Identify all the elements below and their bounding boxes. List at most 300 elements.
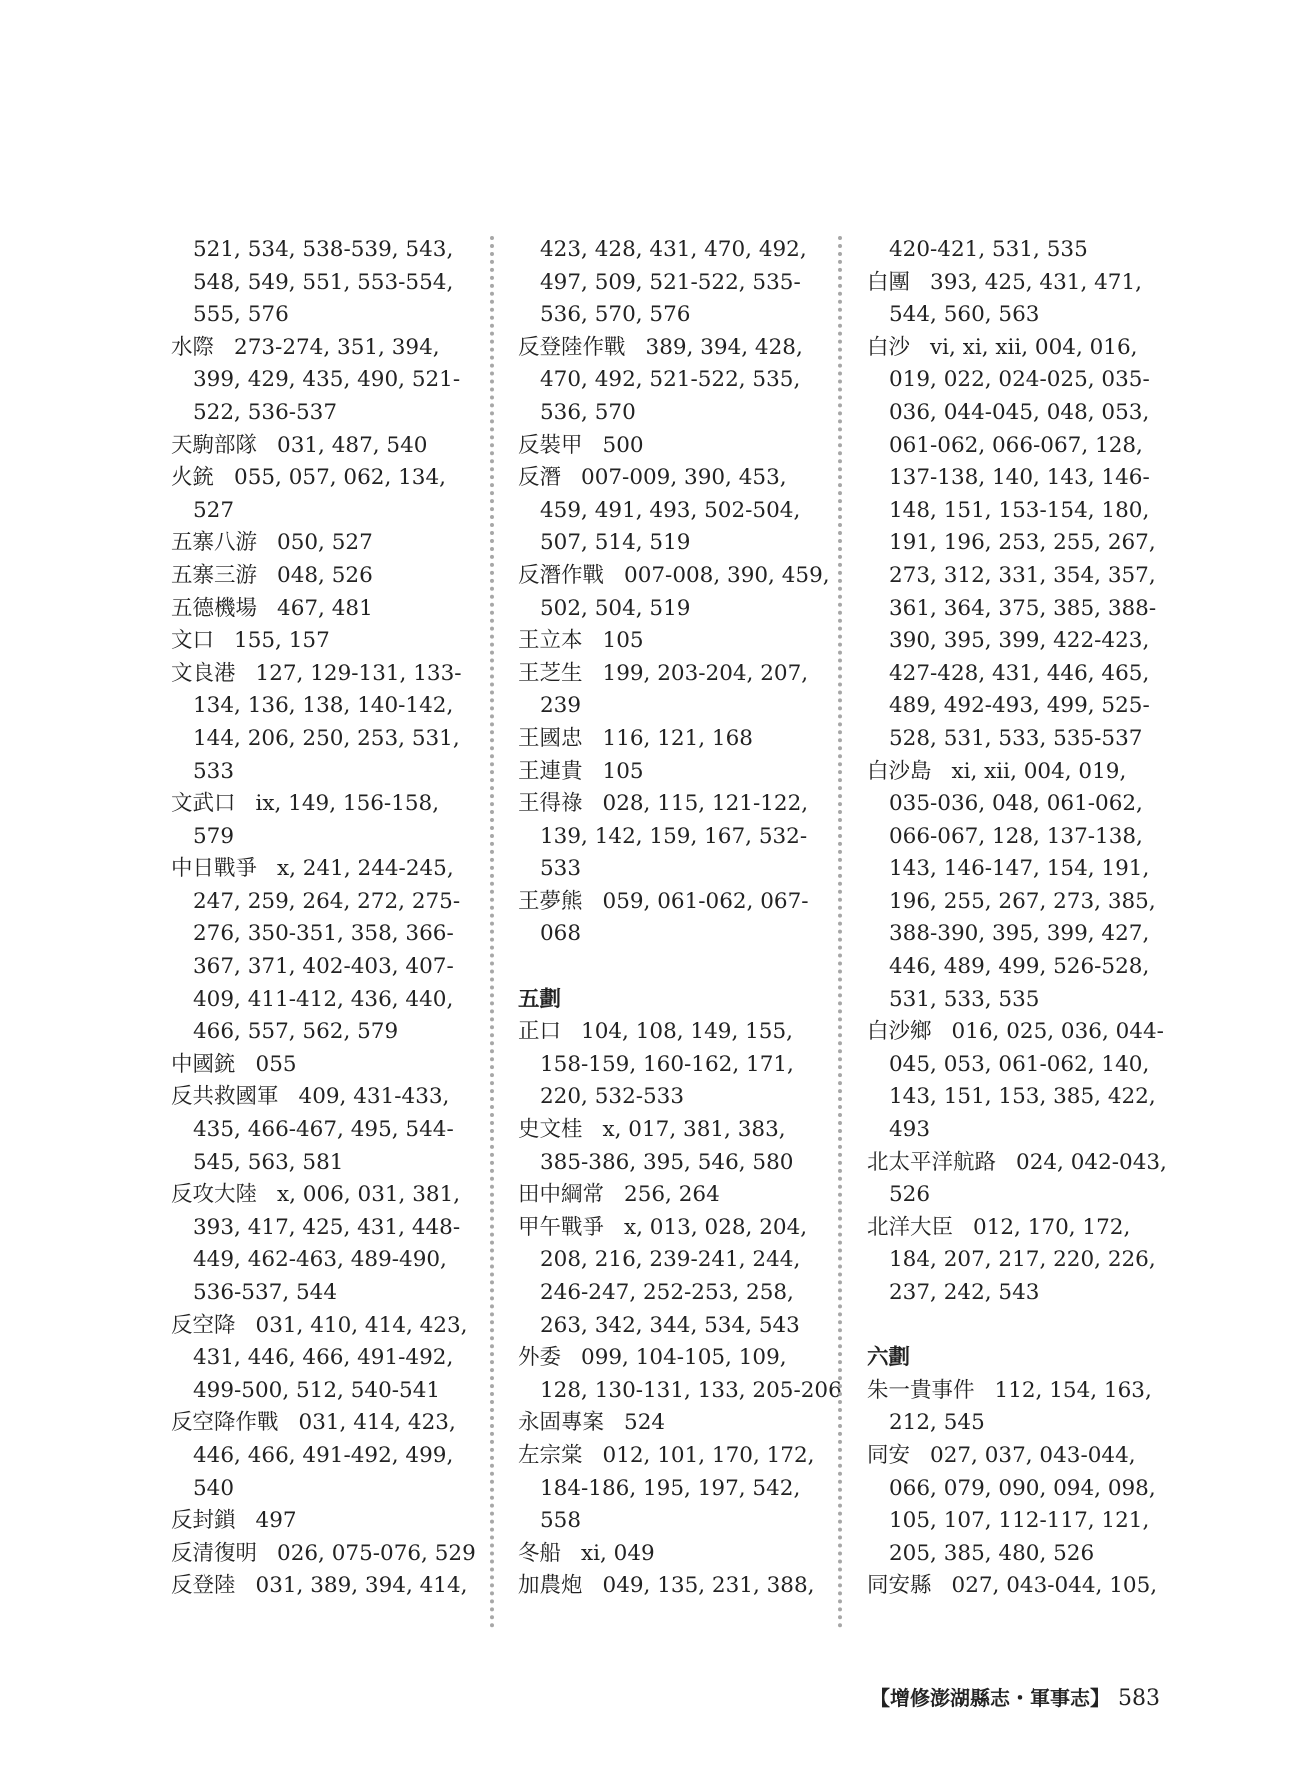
- index-entry-line: [867, 560, 1167, 593]
- index-entry-line: [867, 918, 1167, 951]
- index-term: 王國忠: [518, 725, 583, 751]
- page-references: 127, 129-131, 133-: [255, 660, 462, 686]
- page-references: 467, 481: [277, 595, 373, 621]
- index-term: 白團: [867, 269, 911, 295]
- page-number: 583: [1118, 1686, 1160, 1711]
- index-entry-line: [867, 1277, 1167, 1310]
- index-entry: [171, 853, 486, 1049]
- page-references: 031, 487, 540: [277, 432, 428, 458]
- page-references: 423, 428, 431, 470, 492,: [540, 237, 807, 262]
- index-entry-line: [867, 1570, 1167, 1603]
- section-heading: 六劃: [867, 1345, 911, 1371]
- page-references: xi, 049: [581, 1540, 655, 1566]
- index-entry: [518, 886, 823, 951]
- index-term: 甲午戰爭: [518, 1214, 605, 1240]
- index-entry-line: [867, 1244, 1167, 1277]
- index-entry-line: [171, 1407, 486, 1440]
- index-entry: [171, 527, 486, 560]
- index-entry-line: [518, 690, 823, 723]
- page-references: 536, 570, 576: [540, 302, 691, 328]
- index-column-3: [867, 234, 1167, 1603]
- index-entry: [518, 723, 823, 756]
- page-references: 116, 121, 168: [602, 725, 753, 751]
- index-entry-line: [867, 1147, 1167, 1180]
- index-entry-line: [867, 1114, 1167, 1147]
- index-entry: [171, 1179, 486, 1309]
- index-entry-line: [518, 821, 823, 854]
- index-entry-line: [171, 951, 486, 984]
- page-references: 497, 509, 521-522, 535-: [540, 269, 801, 295]
- index-entry-line: [867, 1473, 1167, 1506]
- index-entry: [518, 1538, 823, 1571]
- index-term: 反共救國軍: [171, 1084, 279, 1110]
- index-entry: [867, 1212, 1167, 1310]
- index-entry-line: [171, 723, 486, 756]
- page-references: 035-036, 048, 061-062,: [889, 791, 1143, 817]
- index-term: 王立本: [518, 628, 583, 654]
- index-entry: [171, 1081, 486, 1179]
- page-references: 555, 576: [193, 302, 289, 328]
- index-entry: [518, 1342, 842, 1407]
- page-references: 048, 526: [277, 562, 373, 588]
- page-references: 435, 466-467, 495, 544-: [193, 1117, 454, 1143]
- index-entry: [171, 332, 486, 430]
- index-entry: [171, 1570, 486, 1603]
- index-entry: [171, 1538, 486, 1571]
- index-term: 五寨三游: [171, 562, 258, 588]
- page-references: 137-138, 140, 143, 146-: [889, 465, 1150, 491]
- index-entry-line: [518, 397, 823, 430]
- index-entry-line: [518, 267, 823, 300]
- index-entry-line: [171, 1538, 486, 1571]
- book-title: 【增修澎湖縣志・軍事志】: [870, 1686, 1110, 1710]
- index-entry-line: [171, 1310, 486, 1343]
- index-entry-line: [518, 364, 823, 397]
- index-entry-line: [867, 821, 1167, 854]
- page-references: 273-274, 351, 394,: [234, 334, 440, 360]
- page-references: 105, 107, 112-117, 121,: [889, 1508, 1150, 1534]
- page-references: 500: [602, 432, 644, 458]
- index-entry-line: [518, 853, 823, 886]
- index-entry: [867, 332, 1167, 756]
- index-entry: [518, 1570, 823, 1603]
- index-entry-line: [518, 1081, 823, 1114]
- index-entry: [171, 1310, 486, 1408]
- page-references: 139, 142, 159, 167, 532-: [540, 823, 808, 849]
- page-references: 050, 527: [277, 530, 373, 556]
- index-term: 反登陸: [171, 1573, 236, 1599]
- index-entry-line: [867, 1440, 1167, 1473]
- index-entry: [518, 1440, 823, 1538]
- index-entry-line: [171, 1049, 486, 1082]
- page-references: 449, 462-463, 489-490,: [193, 1247, 447, 1273]
- page-references: 526: [889, 1182, 931, 1208]
- index-entry: [867, 1016, 1167, 1146]
- page-references: 028, 115, 121-122,: [602, 791, 809, 817]
- page-references: 031, 414, 423,: [298, 1410, 456, 1436]
- index-term: 白沙: [867, 334, 911, 360]
- index-term: 王連貴: [518, 758, 583, 784]
- index-entry-line: [171, 332, 486, 365]
- index-entry-line: [867, 299, 1167, 332]
- index-entry: [171, 462, 486, 527]
- page-references: x, 006, 031, 381,: [277, 1182, 461, 1208]
- index-entry: [518, 560, 830, 625]
- page-references: 522, 536-537: [193, 399, 338, 425]
- page-references: 007-009, 390, 453,: [581, 465, 787, 491]
- index-term: 天駒部隊: [171, 432, 258, 458]
- index-term: 加農炮: [518, 1573, 583, 1599]
- page-references: 143, 146-147, 154, 191,: [889, 856, 1150, 882]
- page-references: xi, xii, 004, 019,: [951, 758, 1127, 784]
- page-references: 399, 429, 435, 490, 521-: [193, 367, 461, 393]
- index-entry-line: [518, 756, 823, 789]
- page-references: 536, 570: [540, 399, 636, 425]
- page-references: 191, 196, 253, 255, 267,: [889, 530, 1156, 556]
- page-references: 144, 206, 250, 253, 531,: [193, 725, 460, 751]
- index-entry-line: [867, 593, 1167, 626]
- page-references: 112, 154, 163,: [994, 1377, 1152, 1403]
- page-references: 507, 514, 519: [540, 530, 691, 556]
- page-references: 527: [193, 497, 235, 523]
- page-references: 502, 504, 519: [540, 595, 691, 621]
- index-entry-line: [518, 234, 823, 267]
- index-entry-line: [518, 1244, 823, 1277]
- page-references: 220, 532-533: [540, 1084, 685, 1110]
- page-references: 497: [255, 1508, 297, 1534]
- index-entry: [518, 1016, 823, 1114]
- page-references: 533: [540, 856, 582, 882]
- index-entry-line: [867, 788, 1167, 821]
- index-entry: [518, 1114, 823, 1179]
- index-entry-line: [867, 1179, 1167, 1212]
- page-references: 247, 259, 264, 272, 275-: [193, 888, 461, 914]
- index-entry: [867, 1440, 1167, 1570]
- index-term: 王得祿: [518, 791, 583, 817]
- index-entry-line: [518, 918, 823, 951]
- index-entry-line: [867, 462, 1167, 495]
- section-heading: 五劃: [518, 986, 562, 1012]
- index-entry-line: [171, 788, 486, 821]
- page-references: 246-247, 252-253, 258,: [540, 1280, 794, 1305]
- page-references: 208, 216, 239-241, 244,: [540, 1247, 801, 1273]
- index-entry-line: [518, 1375, 842, 1408]
- index-entry: [518, 1179, 823, 1212]
- page-references: 385-386, 395, 546, 580: [540, 1149, 794, 1175]
- index-entry-line: [867, 853, 1167, 886]
- index-entry-line: [867, 951, 1167, 984]
- page-references: 393, 417, 425, 431, 448-: [193, 1214, 461, 1240]
- index-entry-line: [518, 1505, 823, 1538]
- index-term: 文良港: [171, 660, 236, 686]
- index-term: 王芝生: [518, 660, 583, 686]
- page-references: 540: [193, 1475, 235, 1501]
- index-term: 白沙島: [867, 758, 932, 784]
- index-entry-line: [518, 1538, 823, 1571]
- page-references: 104, 108, 149, 155,: [581, 1019, 794, 1045]
- index-entry: [867, 1570, 1167, 1603]
- index-entry: [171, 658, 486, 788]
- page-references: 427-428, 431, 446, 465,: [889, 660, 1150, 686]
- index-term: 白沙鄉: [867, 1019, 932, 1045]
- index-entry-line: [518, 1179, 823, 1212]
- page-references: 389, 394, 428,: [645, 334, 803, 360]
- page-references: 066, 079, 090, 094, 098,: [889, 1475, 1156, 1501]
- index-term: 反潛: [518, 465, 562, 491]
- index-term: 五寨八游: [171, 530, 258, 556]
- page-references: 158-159, 160-162, 171,: [540, 1051, 794, 1077]
- page-references: 263, 342, 344, 534, 543: [540, 1312, 800, 1338]
- index-entry-line: [171, 397, 486, 430]
- index-entry: [171, 625, 486, 658]
- page-references: 199, 203-204, 207,: [602, 660, 809, 686]
- index-term: 外委: [518, 1345, 562, 1371]
- index-entry-line: [867, 690, 1167, 723]
- index-entry-line: [171, 527, 486, 560]
- index-entry-line: [171, 364, 486, 397]
- index-column-1: [171, 234, 486, 1603]
- page-references: 205, 385, 480, 526: [889, 1540, 1095, 1566]
- index-entry-line: [171, 430, 486, 463]
- page-references: 143, 151, 153, 385, 422,: [889, 1084, 1156, 1110]
- page-references: 155, 157: [234, 628, 330, 654]
- index-entry-line: [867, 234, 1167, 267]
- index-entry-line: [171, 1212, 486, 1245]
- index-entry-continued: [518, 234, 823, 332]
- page-references: 409, 431-433,: [298, 1084, 450, 1110]
- index-entry-line: [867, 1081, 1167, 1114]
- page-references: 134, 136, 138, 140-142,: [193, 693, 454, 719]
- index-entry-line: [518, 1212, 823, 1245]
- index-entry-line: [867, 1538, 1167, 1571]
- index-term: 同安縣: [867, 1573, 932, 1599]
- index-entry-line: [171, 1473, 486, 1506]
- index-term: 北洋大臣: [867, 1214, 954, 1240]
- index-entry-line: [171, 1277, 486, 1310]
- index-entry-line: [867, 430, 1167, 463]
- index-entry-line: [518, 886, 823, 919]
- page-references: 276, 350-351, 358, 366-: [193, 921, 454, 947]
- index-term: 反裝甲: [518, 432, 583, 458]
- index-entry-line: [171, 821, 486, 854]
- index-entry-line: [867, 1505, 1167, 1538]
- page-references: 012, 101, 170, 172,: [602, 1442, 815, 1468]
- page-references: 036, 044-045, 048, 053,: [889, 399, 1150, 425]
- index-entry-line: [171, 1114, 486, 1147]
- page-references: 536-537, 544: [193, 1280, 338, 1305]
- index-entry-line: [171, 625, 486, 658]
- index-entry-line: [867, 332, 1167, 365]
- index-entry-line: [171, 756, 486, 789]
- index-entry: [518, 332, 823, 430]
- index-entry-line: [518, 1310, 823, 1343]
- index-term: 反封鎖: [171, 1508, 236, 1534]
- index-entry-line: [518, 1114, 823, 1147]
- index-entry: [867, 267, 1167, 332]
- page-references: 528, 531, 533, 535-537: [889, 725, 1143, 751]
- page-references: 446, 489, 499, 526-528,: [889, 954, 1150, 980]
- page-references: 579: [193, 823, 235, 849]
- index-entry: [171, 593, 486, 626]
- index-entry-line: [171, 918, 486, 951]
- page-references: 367, 371, 402-403, 407-: [193, 954, 454, 980]
- index-entry-line: [518, 1407, 823, 1440]
- page-references: 027, 037, 043-044,: [930, 1442, 1136, 1468]
- index-term: 反清復明: [171, 1540, 258, 1566]
- index-entry-line: [867, 1375, 1167, 1408]
- index-term: 永固專案: [518, 1410, 605, 1436]
- page-references: 237, 242, 543: [889, 1280, 1040, 1305]
- page-references: 499-500, 512, 540-541: [193, 1377, 441, 1403]
- page-references: 493: [889, 1117, 931, 1143]
- page-references: 049, 135, 231, 388,: [602, 1573, 815, 1599]
- index-term: 反攻大陸: [171, 1182, 258, 1208]
- index-entry-line: [171, 984, 486, 1017]
- page-references: x, 241, 244-245,: [277, 856, 454, 882]
- index-entry: [518, 756, 823, 789]
- index-term: 文口: [171, 628, 215, 654]
- index-entry: [518, 788, 823, 886]
- index-term: 左宗棠: [518, 1442, 583, 1468]
- page-footer: [870, 1682, 1170, 1711]
- index-entry-line: [867, 1212, 1167, 1245]
- index-entry-line: [518, 1277, 823, 1310]
- index-term: 中日戰爭: [171, 856, 258, 882]
- index-term: 朱一貴事件: [867, 1377, 975, 1403]
- index-entry-line: [867, 756, 1167, 789]
- index-entry-line: [171, 1505, 486, 1538]
- index-term: 北太平洋航路: [867, 1149, 997, 1175]
- index-entry-line: [171, 560, 486, 593]
- index-column-2: [518, 234, 842, 1603]
- page-references: 256, 264: [624, 1182, 720, 1208]
- index-term: 五德機場: [171, 595, 258, 621]
- index-term: 文武口: [171, 791, 236, 817]
- index-entry-line: [171, 593, 486, 626]
- index-entry-line: [518, 1342, 823, 1375]
- index-entry-line: [171, 1016, 486, 1049]
- page-references: 196, 255, 267, 273, 385,: [889, 888, 1156, 914]
- index-entry-line: [867, 658, 1167, 691]
- page-references: 489, 492-493, 499, 525-: [889, 693, 1150, 719]
- index-entry-line: [171, 299, 486, 332]
- page-references: 524: [624, 1410, 666, 1436]
- index-entry-line: [518, 1147, 823, 1180]
- index-entry: [171, 1049, 486, 1082]
- index-entry: [518, 658, 823, 723]
- page-references: ix, 149, 156-158,: [255, 791, 440, 817]
- index-entry-line: [171, 1179, 486, 1212]
- index-entry-line: [171, 1244, 486, 1277]
- column-divider: [490, 236, 494, 1629]
- index-entry-line: [518, 1049, 823, 1082]
- index-term: 中國銃: [171, 1051, 236, 1077]
- index-entry: [867, 1375, 1167, 1440]
- page-references: 027, 043-044, 105,: [951, 1573, 1158, 1599]
- index-entry: [867, 756, 1167, 1017]
- page-references: 019, 022, 024-025, 035-: [889, 367, 1150, 393]
- page-references: 068: [540, 921, 582, 947]
- index-entry-line: [171, 690, 486, 723]
- index-entry-line: [867, 1407, 1167, 1440]
- index-term: 史文桂: [518, 1117, 583, 1143]
- index-entry-line: [518, 1473, 823, 1506]
- page-references: 545, 563, 581: [193, 1149, 344, 1175]
- page-references: 361, 364, 375, 385, 388-: [889, 595, 1157, 621]
- index-entry-continued: [867, 234, 1167, 267]
- index-entry-line: [518, 299, 823, 332]
- index-entry-line: [171, 1440, 486, 1473]
- index-entry-line: [867, 397, 1167, 430]
- page-references: 059, 061-062, 067-: [602, 888, 809, 914]
- index-entry-line: [518, 593, 823, 626]
- index-term: 火銃: [171, 465, 215, 491]
- index-term: 同安: [867, 1442, 911, 1468]
- index-entry: [518, 1212, 823, 1342]
- page-references: 393, 425, 431, 471,: [930, 269, 1143, 295]
- index-entry-line: [171, 234, 486, 267]
- index-entry: [171, 1505, 486, 1538]
- index-entry: [171, 430, 486, 463]
- index-term: 正口: [518, 1019, 562, 1045]
- page-references: 531, 533, 535: [889, 986, 1040, 1012]
- page-references: vi, xi, xii, 004, 016,: [930, 334, 1138, 360]
- page-references: 061-062, 066-067, 128,: [889, 432, 1143, 458]
- index-entry-line: [171, 462, 486, 495]
- index-term: 反登陸作戰: [518, 334, 626, 360]
- index-entry-line: [518, 430, 823, 463]
- page-references: 031, 389, 394, 414,: [255, 1573, 468, 1599]
- page-references: 466, 557, 562, 579: [193, 1019, 399, 1045]
- index-entry-line: [171, 853, 486, 886]
- index-entry: [518, 625, 823, 658]
- page-references: 024, 042-043,: [1016, 1149, 1167, 1175]
- page-references: 446, 466, 491-492, 499,: [193, 1442, 454, 1468]
- index-entry-line: [867, 1016, 1167, 1049]
- index-entry-line: [867, 495, 1167, 528]
- page-references: 409, 411-412, 436, 440,: [193, 986, 454, 1012]
- page-references: 212, 545: [889, 1410, 985, 1436]
- page-references: 016, 025, 036, 044-: [951, 1019, 1164, 1045]
- index-entry-continued: [171, 234, 486, 332]
- index-term: 冬船: [518, 1540, 562, 1566]
- page-references: 026, 075-076, 529: [277, 1540, 476, 1566]
- page-references: 470, 492, 521-522, 535,: [540, 367, 801, 393]
- page-references: 459, 491, 493, 502-504,: [540, 497, 801, 523]
- page-references: 533: [193, 758, 235, 784]
- page-references: 390, 395, 399, 422-423,: [889, 628, 1150, 654]
- index-entry: [867, 1147, 1167, 1212]
- index-entry-line: [518, 462, 823, 495]
- index-entry-line: [518, 1570, 823, 1603]
- index-entry-line: [171, 658, 486, 691]
- page-references: x, 017, 381, 383,: [602, 1117, 786, 1143]
- page-references: 544, 560, 563: [889, 302, 1040, 328]
- index-term: 反空降作戰: [171, 1410, 279, 1436]
- page-references: x, 013, 028, 204,: [624, 1214, 808, 1240]
- index-entry-line: [518, 625, 823, 658]
- index-entry-line: [518, 658, 823, 691]
- page-references: 105: [602, 628, 644, 654]
- page-references: 148, 151, 153-154, 180,: [889, 497, 1150, 523]
- index-entry-line: [867, 886, 1167, 919]
- page-references: 066-067, 128, 137-138,: [889, 823, 1143, 849]
- index-term: 王夢熊: [518, 888, 583, 914]
- page-references: 420-421, 531, 535: [889, 237, 1088, 262]
- page-references: 031, 410, 414, 423,: [255, 1312, 468, 1338]
- page-references: 105: [602, 758, 644, 784]
- index-term: 反潛作戰: [518, 562, 605, 588]
